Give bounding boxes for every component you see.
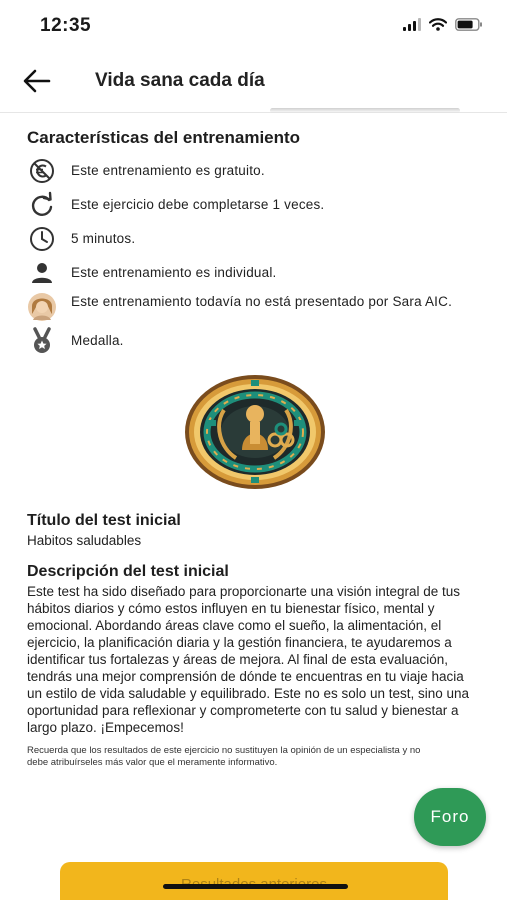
app-header: [0, 50, 507, 113]
test-description-label: Descripción del test inicial: [27, 563, 229, 580]
feature-presenter: [27, 292, 482, 326]
status-time: 12:35: [40, 15, 92, 36]
feature-text: Este entrenamiento es gratuito.: [71, 163, 265, 178]
wifi-icon: [429, 18, 447, 31]
test-description-text: Este test ha sido diseñado para proporcionarte una visión integral de tus hábitos diarios y cómo estos influyen en tu bienestar físico, mental y emocional. Abordando áreas clave como el sueño, la alimentación, el ejercicio, la planificación diaria y la gestión financiera, te ayudaremos a identificar tus fortalezas y áreas de mejora. Al final de esta evaluación, tendrás una mejor comprensión de dónde te encuentras en tu viaje hacia un estilo de vida saludable y equilibrado. Este no es solo un test, sino una oportunidad para reflexionar y comprometerte con tu salud y bienestar a largo plazo. ¡Empecemos!: [27, 584, 470, 735]
medal-image-wrapper: [27, 370, 482, 490]
feature-free: [27, 156, 482, 190]
feature-individual: [27, 258, 482, 292]
signal-icon: [403, 18, 421, 31]
disclaimer-text: Recuerda que los resultados de este ejercicio no sustituyen la opinión de un especialista y no debe atribuírseles más valor que el meramente informativo.: [27, 745, 421, 768]
test-title-section: [27, 512, 482, 549]
page-title: Vida sana cada día: [95, 70, 265, 91]
medal-emblem-icon: [180, 370, 330, 490]
person-icon: [27, 258, 57, 288]
back-arrow-icon[interactable]: [22, 66, 52, 96]
features-list: [27, 156, 482, 360]
medal-icon: [27, 326, 57, 356]
test-title-value: Habitos saludables: [27, 533, 142, 548]
feature-text: Medalla.: [71, 333, 124, 348]
main-content: [27, 128, 482, 769]
euro-crossed-icon: [27, 156, 57, 186]
test-title-label: Título del test inicial: [27, 512, 181, 529]
clock-icon: [27, 224, 57, 254]
feature-text: Este ejercicio debe completarse 1 veces.: [71, 197, 325, 212]
status-icons: [403, 18, 483, 31]
feature-duration: [27, 224, 482, 258]
home-indicator: [163, 884, 348, 889]
feature-medal: [27, 326, 482, 360]
status-bar: [0, 0, 507, 50]
feature-repetitions: [27, 190, 482, 224]
header-shadow: [270, 108, 460, 113]
forum-button[interactable]: Foro: [414, 788, 486, 846]
feature-text: Este entrenamiento todavía no está presentado por Sara AIC.: [71, 294, 453, 309]
presenter-avatar: [27, 292, 57, 322]
features-heading: Características del entrenamiento: [27, 128, 301, 147]
test-description-section: [27, 563, 482, 769]
feature-text: Este entrenamiento es individual.: [71, 265, 277, 280]
feature-text: 5 minutos.: [71, 231, 136, 246]
battery-icon: [455, 18, 483, 31]
repeat-icon: [27, 190, 57, 220]
previous-results-button[interactable]: [60, 862, 448, 900]
